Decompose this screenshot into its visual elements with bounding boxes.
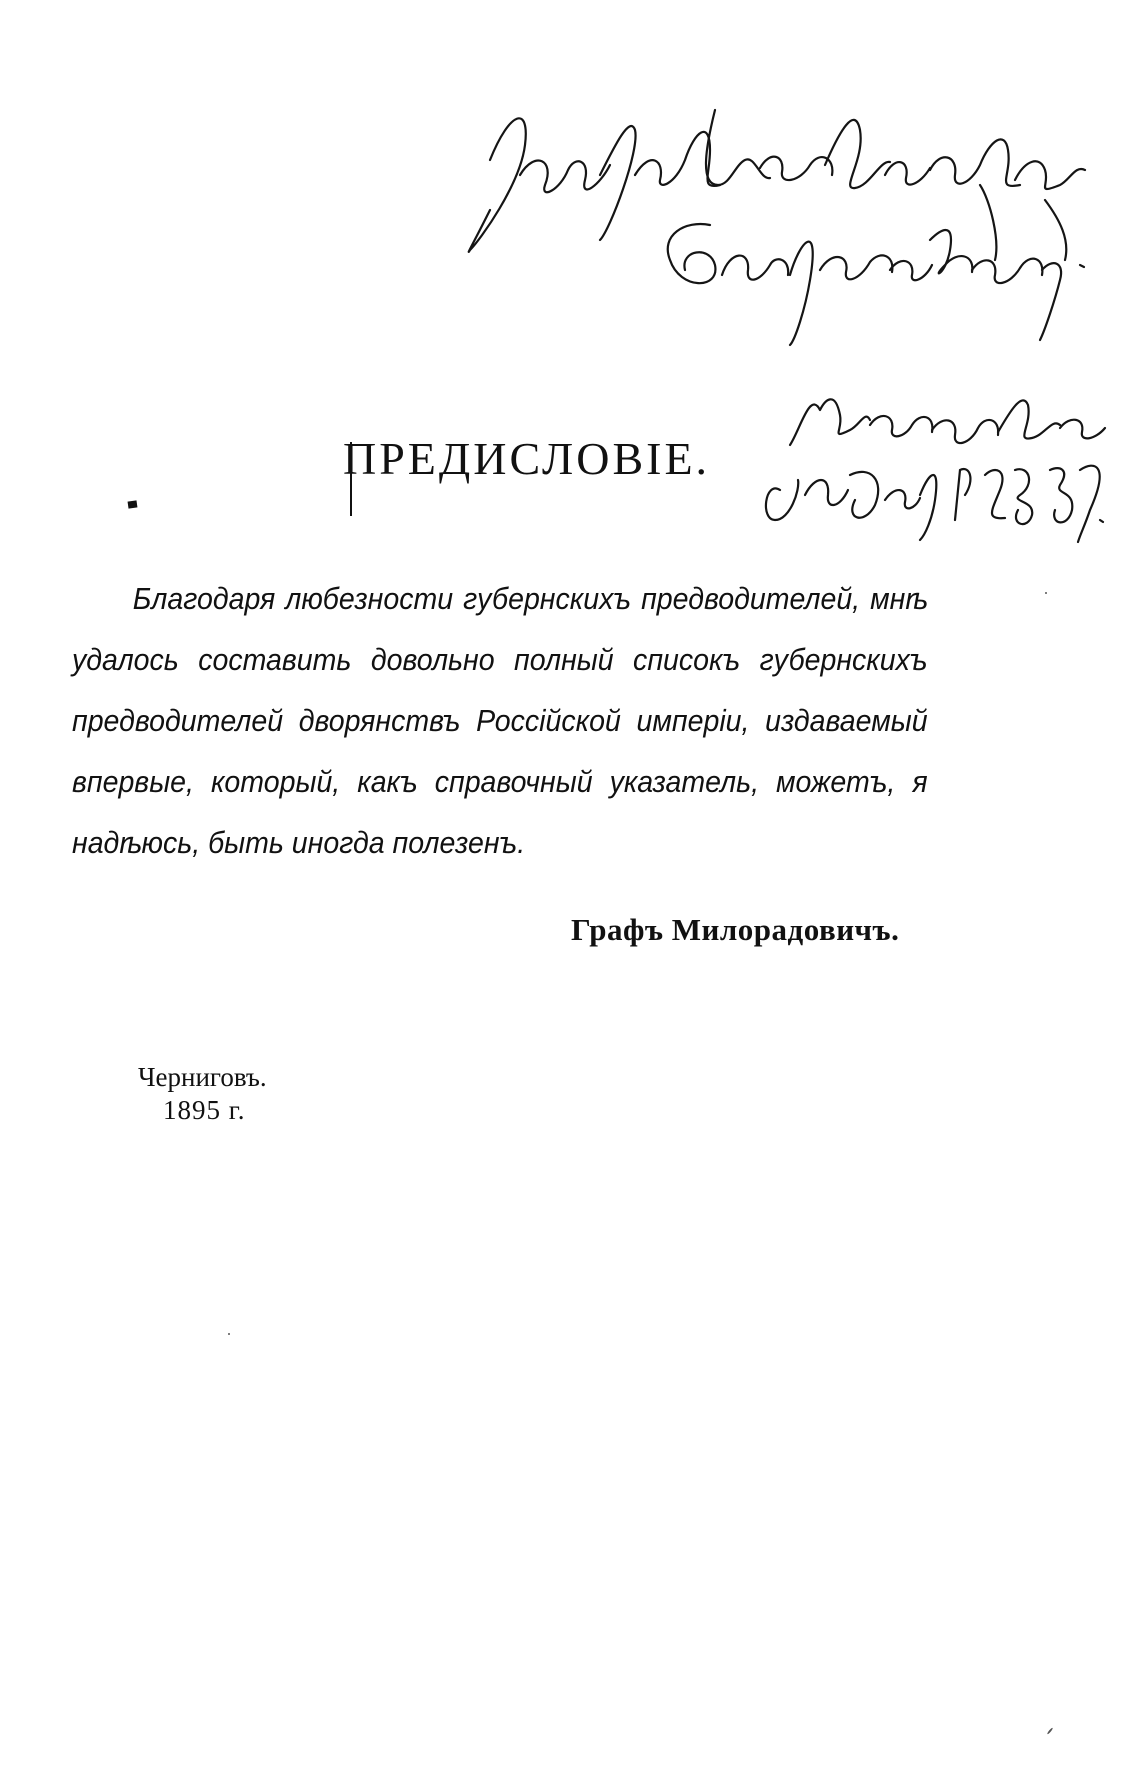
place-name: Черниговъ. xyxy=(138,1062,267,1092)
preface-paragraph xyxy=(72,568,928,873)
page-title: ПРЕДИСЛОВІЕ. xyxy=(343,433,711,484)
paragraph-line: впервые, который, какъ справочный указатель, можетъ, я xyxy=(72,764,928,799)
paragraph-line: Благодаря любезности губернскихъ предводителей, мнѣ xyxy=(132,581,928,616)
ink-mark xyxy=(128,500,138,508)
paper-speck xyxy=(1047,1727,1054,1734)
printed-signature: Графъ Милорадовичъ. xyxy=(571,912,900,947)
handwritten-dedication xyxy=(460,90,1120,350)
year: 1895 г. xyxy=(163,1095,246,1125)
paper-speck xyxy=(1045,592,1047,594)
paragraph-line: предводителей дворянствъ Россійской имперіи, издаваемый xyxy=(72,703,928,738)
paper-speck xyxy=(228,1333,230,1335)
handwritten-signature xyxy=(760,370,1130,550)
paragraph-line: надѣюсь, быть иногда полезенъ. xyxy=(72,825,526,860)
paragraph-line: удалось составить довольно полный списокъ губернскихъ xyxy=(72,642,928,677)
